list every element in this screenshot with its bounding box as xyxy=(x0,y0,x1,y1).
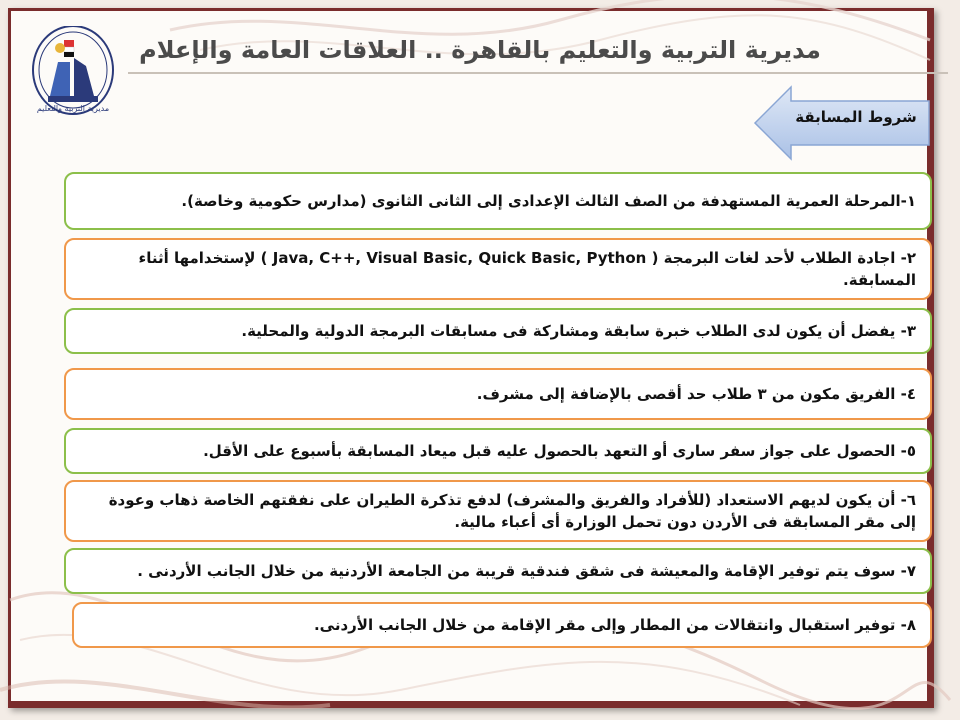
logo-caption: مديرية التربية والتعليم xyxy=(36,104,110,113)
rule-text-7: ٧- سوف يتم توفير الإقامة والمعيشة فى شقق فندقية قريبة من الجامعة الأردنية من خلال الجانب الأردنى . xyxy=(137,562,916,580)
rule-item-3 xyxy=(64,308,932,354)
rule-item-2 xyxy=(64,238,932,300)
rule-item-8 xyxy=(72,602,932,648)
rule-text-6: ٦- أن يكون لديهم الاستعداد (للأفراد والفريق والمشرف) لدفع تذكرة الطيران على نفقتهم الخاصة ذهاب وعودة إلى مقر المسابقة فى الأردن دون تحمل الوزارة أى أعباء مالية. xyxy=(108,491,916,531)
header-divider xyxy=(128,72,948,74)
rule-item-1 xyxy=(64,172,932,230)
rule-item-4 xyxy=(64,368,932,420)
rule-text-1: ١-المرحلة العمرية المستهدفة من الصف الثالث الإعدادى إلى الثانى الثانوى (مدارس حكومية وخاصة). xyxy=(181,192,916,210)
rule-item-7 xyxy=(64,548,932,594)
rule-text-8: ٨- توفير استقبال وانتقالات من المطار وإلى مقر الإقامة من خلال الجانب الأردنى. xyxy=(313,616,916,634)
rule-text-2: ٢- اجادة الطلاب لأحد لغات البرمجة ( Java, C++, Visual Basic, Quick Basic, Python ) لإستخدامها أثناء المسابقة. xyxy=(138,249,916,289)
rule-item-5 xyxy=(64,428,932,474)
rule-text-3: ٣- يفضل أن يكون لدى الطلاب خبرة سابقة ومشاركة فى مسابقات البرمجة الدولية والمحلية. xyxy=(241,322,916,340)
page-title: مديرية التربية والتعليم بالقاهرة .. العلاقات العامة والإعلام xyxy=(139,36,821,64)
rule-text-5: ٥- الحصول على جواز سفر سارى أو التعهد بالحصول عليه قبل ميعاد المسابقة بأسبوع على الأقل. xyxy=(203,442,916,460)
rule-item-6 xyxy=(64,480,932,542)
section-label: شروط المسابقة xyxy=(795,108,917,126)
rule-text-4: ٤- الفريق مكون من ٣ طلاب حد أقصى بالإضافة إلى مشرف. xyxy=(476,385,916,403)
